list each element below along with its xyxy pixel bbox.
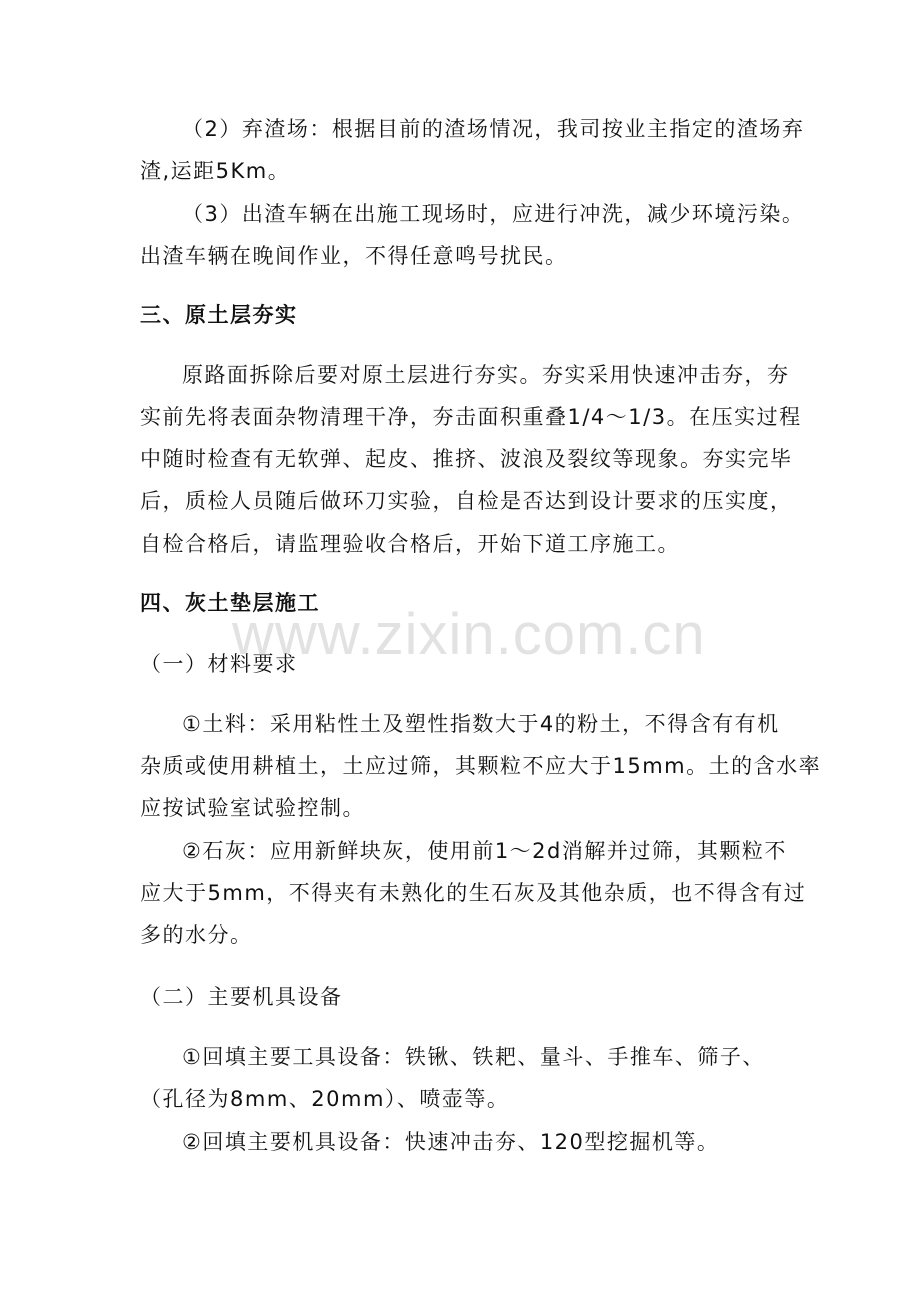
paragraph-line: 杂质或使用耕植土，土应过筛，其颗粒不应大于15mm。土的含水率 (140, 754, 822, 778)
paragraph-line: 渣,运距5Km。 (140, 159, 291, 183)
paragraph-line: 应大于5mm，不得夹有未熟化的生石灰及其他杂质，也不得含有过 (140, 881, 807, 905)
paragraph-line: 中随时检查有无软弹、起皮、推挤、波浪及裂纹等现象。夯实完毕 (140, 447, 793, 471)
paragraph-line: 后，质检人员随后做环刀实验，自检是否达到设计要求的压实度， (140, 489, 793, 513)
paragraph-line: 自检合格后，请监理验收合格后，开始下道工序施工。 (140, 532, 680, 556)
subsection-heading: （一）材料要求 (140, 652, 298, 676)
paragraph-line: 实前先将表面杂物清理干净，夯击面积重叠1/4～1/3。在压实过程 (140, 405, 802, 429)
paragraph-line: 原路面拆除后要对原土层进行夯实。夯实采用快速冲击夯，夯 (182, 363, 790, 387)
paragraph-line: ②石灰：应用新鲜块灰，使用前1～2d消解并过筛，其颗粒不 (182, 839, 787, 863)
paragraph-line: ①土料：采用粘性土及塑性指数大于4的粉土，不得含有有机 (182, 712, 780, 736)
paragraph-line: （孔径为8mm、20mm）、喷壶等。 (140, 1087, 510, 1111)
paragraph-line: 出渣车辆在晚间作业，不得任意鸣号扰民。 (140, 244, 568, 268)
paragraph-line: ①回填主要工具设备：铁锹、铁耙、量斗、手推车、筛子、 (182, 1045, 765, 1069)
paragraph-line: 多的水分。 (140, 923, 253, 947)
paragraph-line: （3）出渣车辆在出施工现场时，应进行冲洗，减少环境污染。 (182, 202, 805, 226)
paragraph-line: 应按试验室试验控制。 (140, 796, 365, 820)
watermark: www.zixin.com.cn (232, 602, 706, 667)
section-heading: 四、灰土垫层施工 (140, 591, 320, 615)
paragraph-line: ②回填主要机具设备：快速冲击夯、120型挖掘机等。 (182, 1130, 720, 1154)
section-heading: 三、原土层夯实 (140, 303, 298, 327)
paragraph-line: （2）弃渣场：根据目前的渣场情况，我司按业主指定的渣场弃 (182, 117, 805, 141)
subsection-heading: （二）主要机具设备 (140, 985, 343, 1009)
